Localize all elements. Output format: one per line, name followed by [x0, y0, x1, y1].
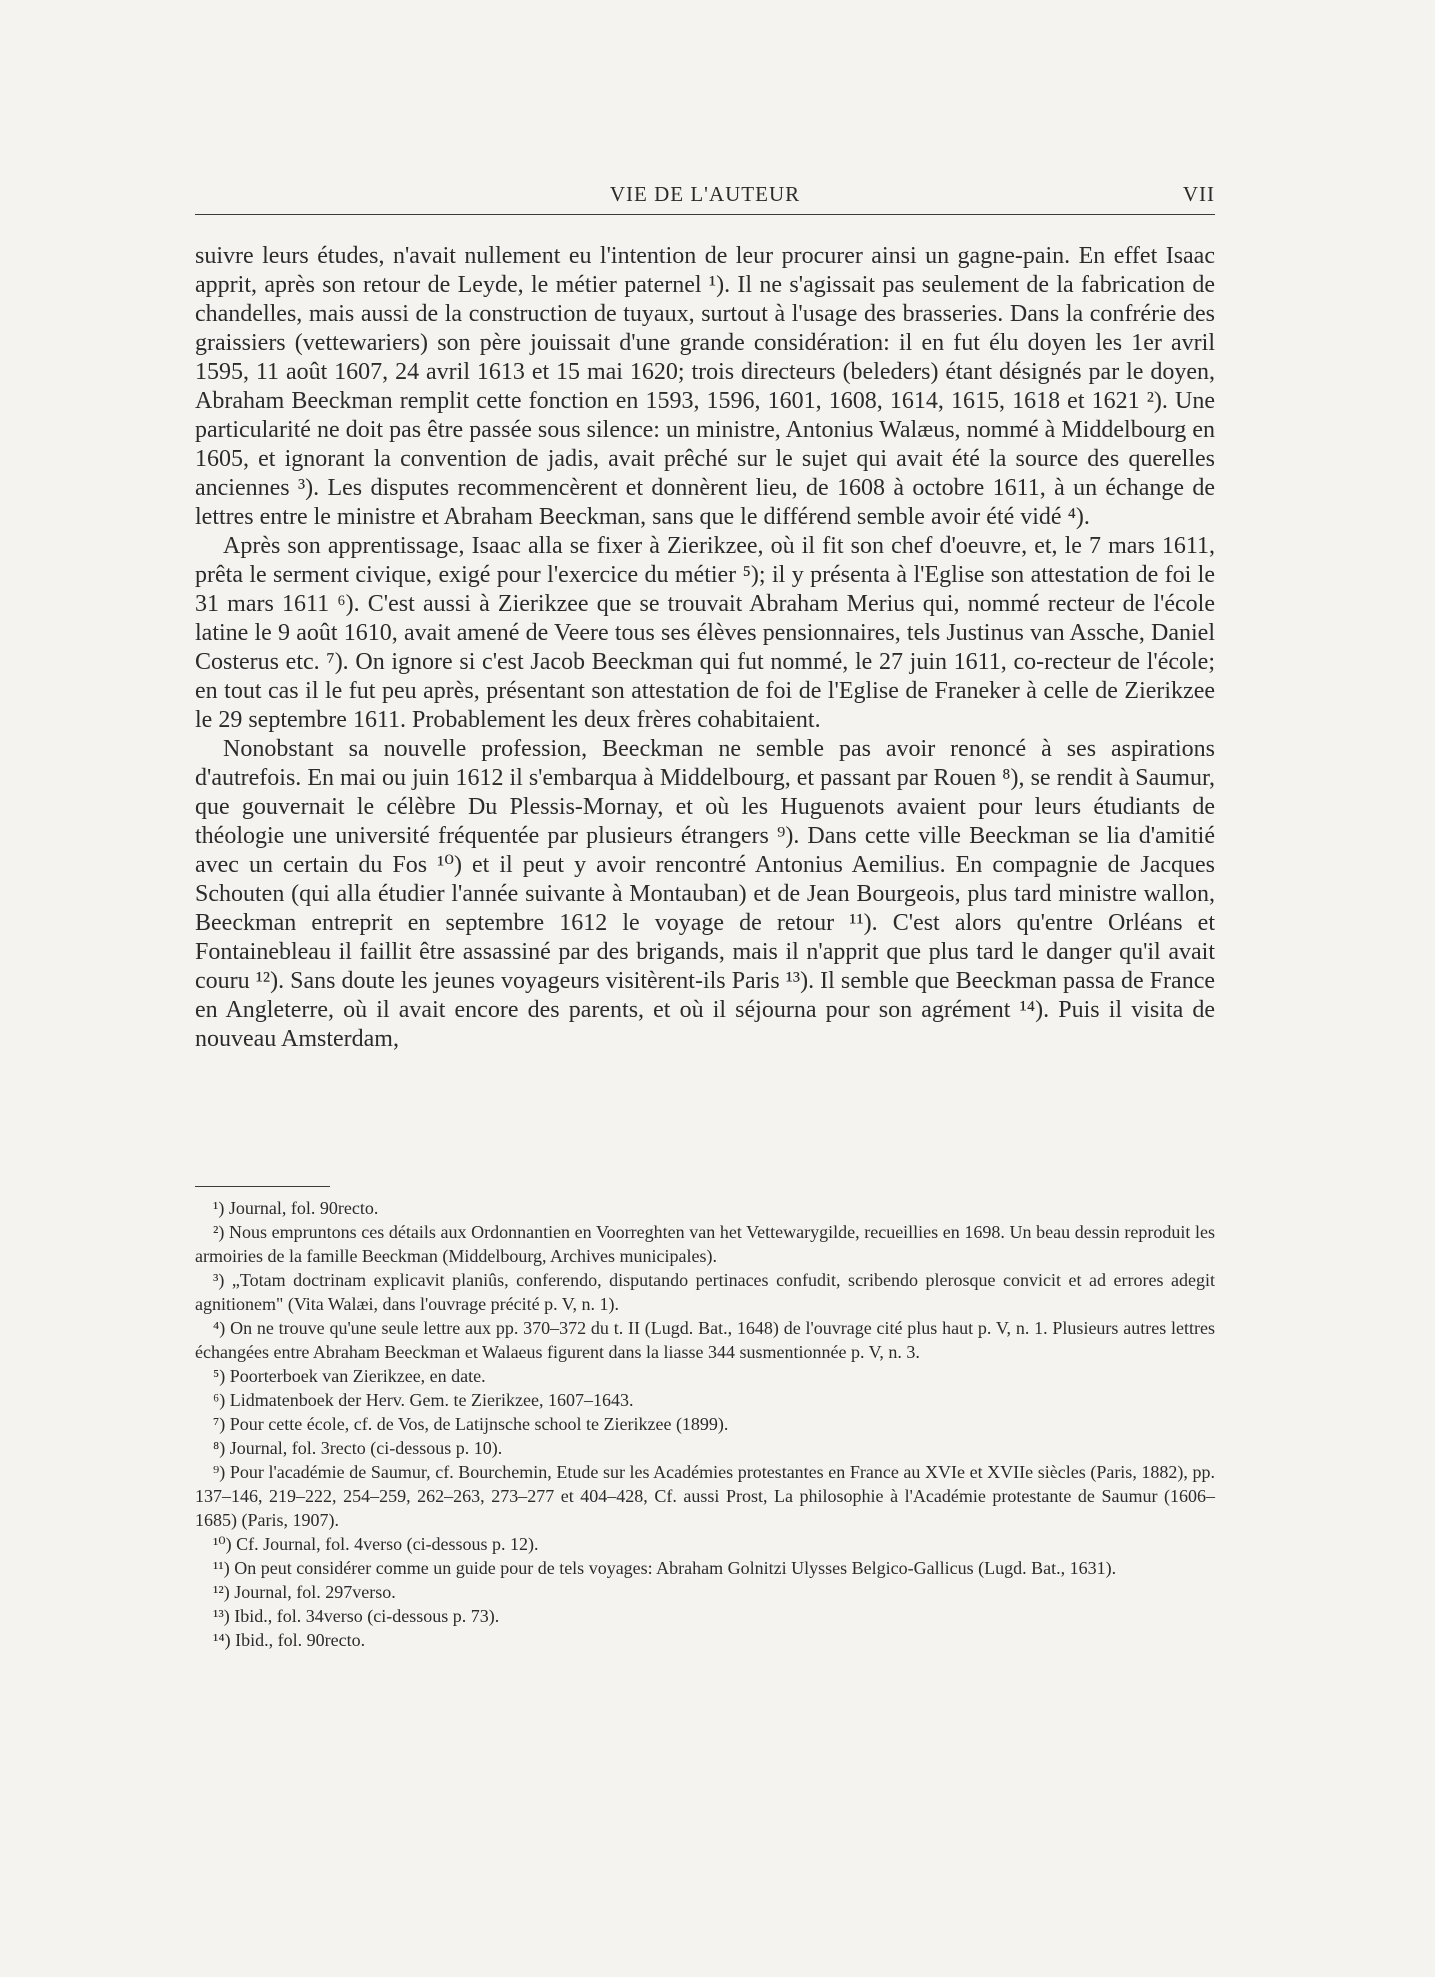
- footnote: ⁸) Journal, fol. 3recto (ci-dessous p. 10).: [213, 1438, 503, 1458]
- footnote: ⁴) On ne trouve qu'une seule lettre aux pp. 370–372 du t. II (Lugd. Bat., 1648) de l'ouvrage cité plus haut p. V, n. 1. Plusieurs autres lettres échangées entre Abraham Beeckman et Walaeus figurent dans la liasse 344 susmentionnée p. V, n. 3.: [195, 1318, 1215, 1362]
- footnote-separator: [195, 1186, 330, 1187]
- footnote: ²) Nous empruntons ces détails aux Ordonnantien en Voorreghten van het Vettewarygilde, recueillies en 1698. Un beau dessin reproduit les armoiries de la famille Beeckman (Middelbourg, Archives municipales).: [195, 1222, 1215, 1266]
- footnote: ¹) Journal, fol. 90recto.: [213, 1198, 379, 1218]
- paragraph: Nonobstant sa nouvelle profession, Beeckman ne semble pas avoir renoncé à ses aspirations d'autrefois. En mai ou juin 1612 il s'embarqua à Middelbourg, et passant par Rouen ⁸), se rendit à Saumur, que gouvernait le célèbre Du Plessis-Mornay, et où les Huguenots avaient pour leurs étudiants de théologie une université fréquentée par plusieurs étrangers ⁹). Dans cette ville Beeckman se lia d'amitié avec un certain du Fos ¹⁰) et il peut y avoir rencontré Antonius Aemilius. En compagnie de Jacques Schouten (qui alla étudier l'année suivante à Montauban) et de Jean Bourgeois, plus tard ministre wallon, Beeckman entreprit en septembre 1612 le voyage de retour ¹¹). C'est alors qu'entre Orléans et Fontainebleau il faillit être assassiné par des brigands, mais il n'apprit que plus tard le danger qu'il avait couru ¹²). Sans doute les jeunes voyageurs visitèrent-ils Paris ¹³). Il semble que Beeckman passa de France en Angleterre, où il avait encore des parents, et où il séjourna pour son agrément ¹⁴). Puis il visita de nouveau Amsterdam,: [195, 736, 1215, 1052]
- main-text: [195, 242, 1215, 1054]
- page-number: VII: [1182, 182, 1215, 206]
- footnotes: [195, 1196, 1215, 1652]
- footnote: ⁷) Pour cette école, cf. de Vos, de Latijnsche school te Zierikzee (1899).: [213, 1414, 729, 1434]
- footnote: ⁹) Pour l'académie de Saumur, cf. Bourchemin, Etude sur les Académies protestantes en France au XVIe et XVIIe siècles (Paris, 1882), pp. 137–146, 219–222, 254–259, 262–263, 273–277 et 404–428, Cf. aussi Prost, La philosophie à l'Académie protestante de Saumur (1606–1685) (Paris, 1907).: [195, 1462, 1215, 1530]
- footnote: ¹³) Ibid., fol. 34verso (ci-dessous p. 73).: [213, 1606, 500, 1626]
- paragraph: suivre leurs études, n'avait nullement eu l'intention de leur procurer ainsi un gagne-pain. En effet Isaac apprit, après son retour de Leyde, le métier paternel ¹). Il ne s'agissait pas seulement de la fabrication de chandelles, mais aussi de la construction de tuyaux, surtout à l'usage des brasseries. Dans la confrérie des graissiers (vettewariers) son père jouissait d'une grande considération: il en fut élu doyen les 1er avril 1595, 11 août 1607, 24 avril 1613 et 15 mai 1620; trois directeurs (beleders) étant désignés par le doyen, Abraham Beeckman remplit cette fonction en 1593, 1596, 1601, 1608, 1614, 1615, 1618 et 1621 ²). Une particularité ne doit pas être passée sous silence: un ministre, Antonius Walæus, nommé à Middelbourg en 1605, et ignorant la convention de jadis, avait prêché sur le sujet qui avait été la source des querelles anciennes ³). Les disputes recommencèrent et donnèrent lieu, de 1608 à octobre 1611, à un échange de lettres entre le ministre et Abraham Beeckman, sans que le différend semble avoir été vidé ⁴).: [195, 243, 1215, 530]
- footnote: ¹⁰) Cf. Journal, fol. 4verso (ci-dessous p. 12).: [213, 1534, 539, 1554]
- running-header: [195, 178, 1215, 215]
- footnote: ¹⁴) Ibid., fol. 90recto.: [213, 1630, 366, 1650]
- running-title: VIE DE L'AUTEUR: [609, 182, 801, 206]
- footnote: ³) „Totam doctrinam explicavit planiûs, conferendo, disputando pertinaces confudit, scribendo plerosque convicit et ad errores adegit agnitionem" (Vita Walæi, dans l'ouvrage précité p. V, n. 1).: [195, 1270, 1215, 1314]
- footnote: ¹²) Journal, fol. 297verso.: [213, 1582, 396, 1602]
- paragraph: Après son apprentissage, Isaac alla se fixer à Zierikzee, où il fit son chef d'oeuvre, et, le 7 mars 1611, prêta le serment civique, exigé pour l'exercice du métier ⁵); il y présenta à l'Eglise son attestation de foi le 31 mars 1611 ⁶). C'est aussi à Zierikzee que se trouvait Abraham Merius qui, nommé recteur de l'école latine le 9 août 1610, avait amené de Veere tous ses élèves pensionnaires, tels Justinus van Assche, Daniel Costerus etc. ⁷). On ignore si c'est Jacob Beeckman qui fut nommé, le 27 juin 1611, co-recteur de l'école; en tout cas il le fut peu après, présentant son attestation de foi de l'Eglise de Franeker à celle de Zierikzee le 29 septembre 1611. Probablement les deux frères cohabitaient.: [195, 533, 1215, 733]
- footnote: ⁵) Poorterboek van Zierikzee, en date.: [213, 1366, 486, 1386]
- footnote: ⁶) Lidmatenboek der Herv. Gem. te Zierikzee, 1607–1643.: [213, 1390, 634, 1410]
- footnote: ¹¹) On peut considérer comme un guide pour de tels voyages: Abraham Golnitzi Ulysses Belgico-Gallicus (Lugd. Bat., 1631).: [213, 1558, 1117, 1578]
